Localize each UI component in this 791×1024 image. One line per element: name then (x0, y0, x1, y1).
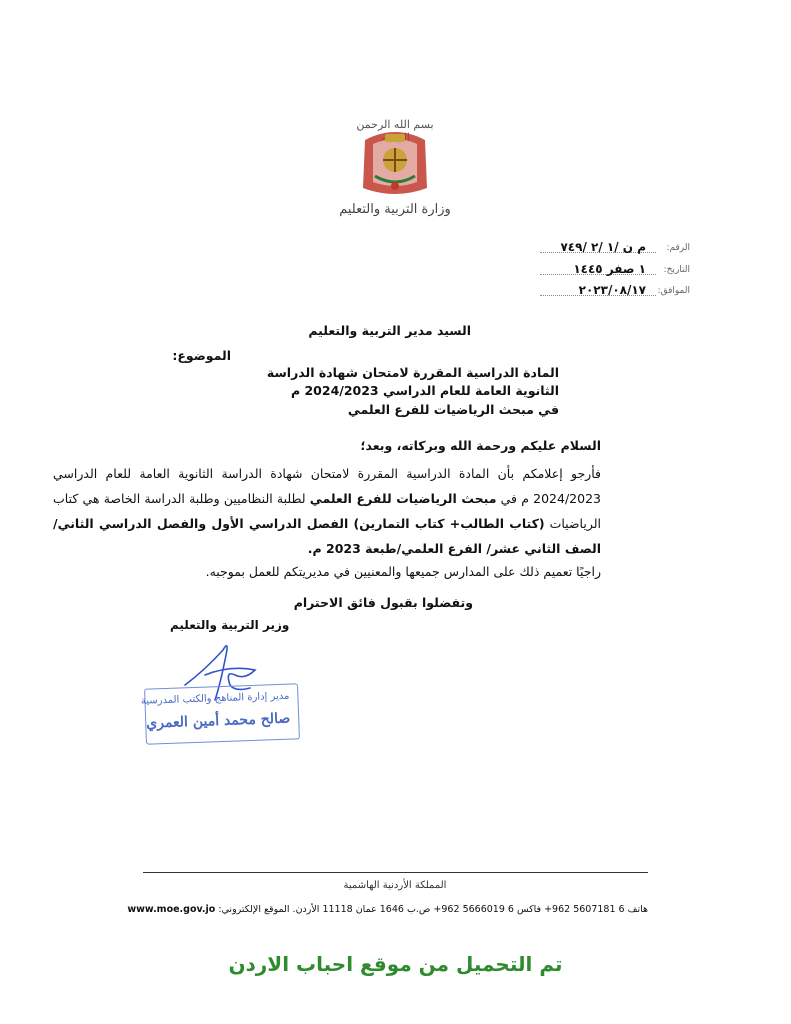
subject-line-1: المادة الدراسية المقررة لامتحان شهادة الدراسة (266, 365, 559, 380)
stamp-line-2: صالح محمد أمين العمري (145, 710, 291, 732)
stamp-line-1: مدير إدارة المناهج والكتب المدرسية (140, 690, 290, 707)
body-text-2: لطلبة النظاميين وطلبة الدراسة الخاصة هي كتاب الرياضيات (53, 491, 601, 531)
body-bold-books: (كتاب الطالب+ كتاب التمارين) الفصل الدراسي الأول والفصل الدراسي الثاني/الصف الثاني عشر/ الفرع العلمي/طبعة 2023 م. (53, 516, 601, 556)
reference-number-value: م ن /١ /٢ /٧٤٩ (560, 240, 646, 254)
footer-website-link[interactable]: www.moe.gov.jo (127, 904, 216, 915)
circulation-line: راجيًا تعميم ذلك على المدارس جميعها والمعنيين في مديريتكم للعمل بموجبه. (205, 564, 601, 579)
subject-line-3: في مبحث الرياضيات للفرع العلمي (347, 402, 559, 417)
reference-date-row (540, 262, 690, 280)
download-credit: تم التحميل من موقع احباب الاردن (228, 952, 563, 976)
reference-corresponding-label: الموافق: (657, 286, 690, 296)
official-stamp (140, 683, 300, 744)
jordan-coat-of-arms-icon (355, 130, 435, 198)
subject-line-2: الثانوية العامة للعام الدراسي 2024/2023 م (290, 383, 559, 398)
reference-corresponding-value: ٢٠٢٣/٠٨/١٧ (578, 283, 646, 297)
reference-number-row (540, 240, 690, 258)
subject-label: الموضوع: (172, 348, 231, 363)
ministry-name: وزارة التربية والتعليم (339, 202, 451, 217)
closing: وتفضلوا بقبول فائق الاحترام (293, 595, 473, 610)
greeting: السلام عليكم ورحمة الله وبركاته، وبعد؛ (360, 438, 601, 453)
footer-contact (127, 904, 648, 915)
letter-body (53, 461, 601, 561)
reference-number-label: الرقم: (666, 243, 690, 253)
signatory-title: وزير التربية والتعليم (170, 618, 290, 632)
footer-contact-text: هاتف 6 5607181 962+ فاكس 6 5666019 962+ ص.ب 1646 عمان 11118 الأردن. الموقع الإلكتروني: (215, 904, 648, 915)
reference-date-label: التاريخ: (663, 265, 690, 275)
addressee: السيد مدير التربية والتعليم (308, 323, 471, 338)
reference-corresponding-row (540, 283, 690, 301)
reference-date-value: ١ صفر ١٤٤٥ (573, 262, 646, 276)
basmala: بسم الله الرحمن (356, 118, 434, 131)
body-bold-subject: مبحث الرياضيات للفرع العلمي (309, 491, 497, 506)
body-text-1: فأرجو إعلامكم بأن المادة الدراسية المقررة لامتحان شهادة الدراسة الثانوية العامة للعام الدراسي 2024/2023 م في (53, 466, 601, 506)
footer-country: المملكة الأردنية الهاشمية (343, 880, 447, 891)
footer-divider (143, 872, 648, 873)
